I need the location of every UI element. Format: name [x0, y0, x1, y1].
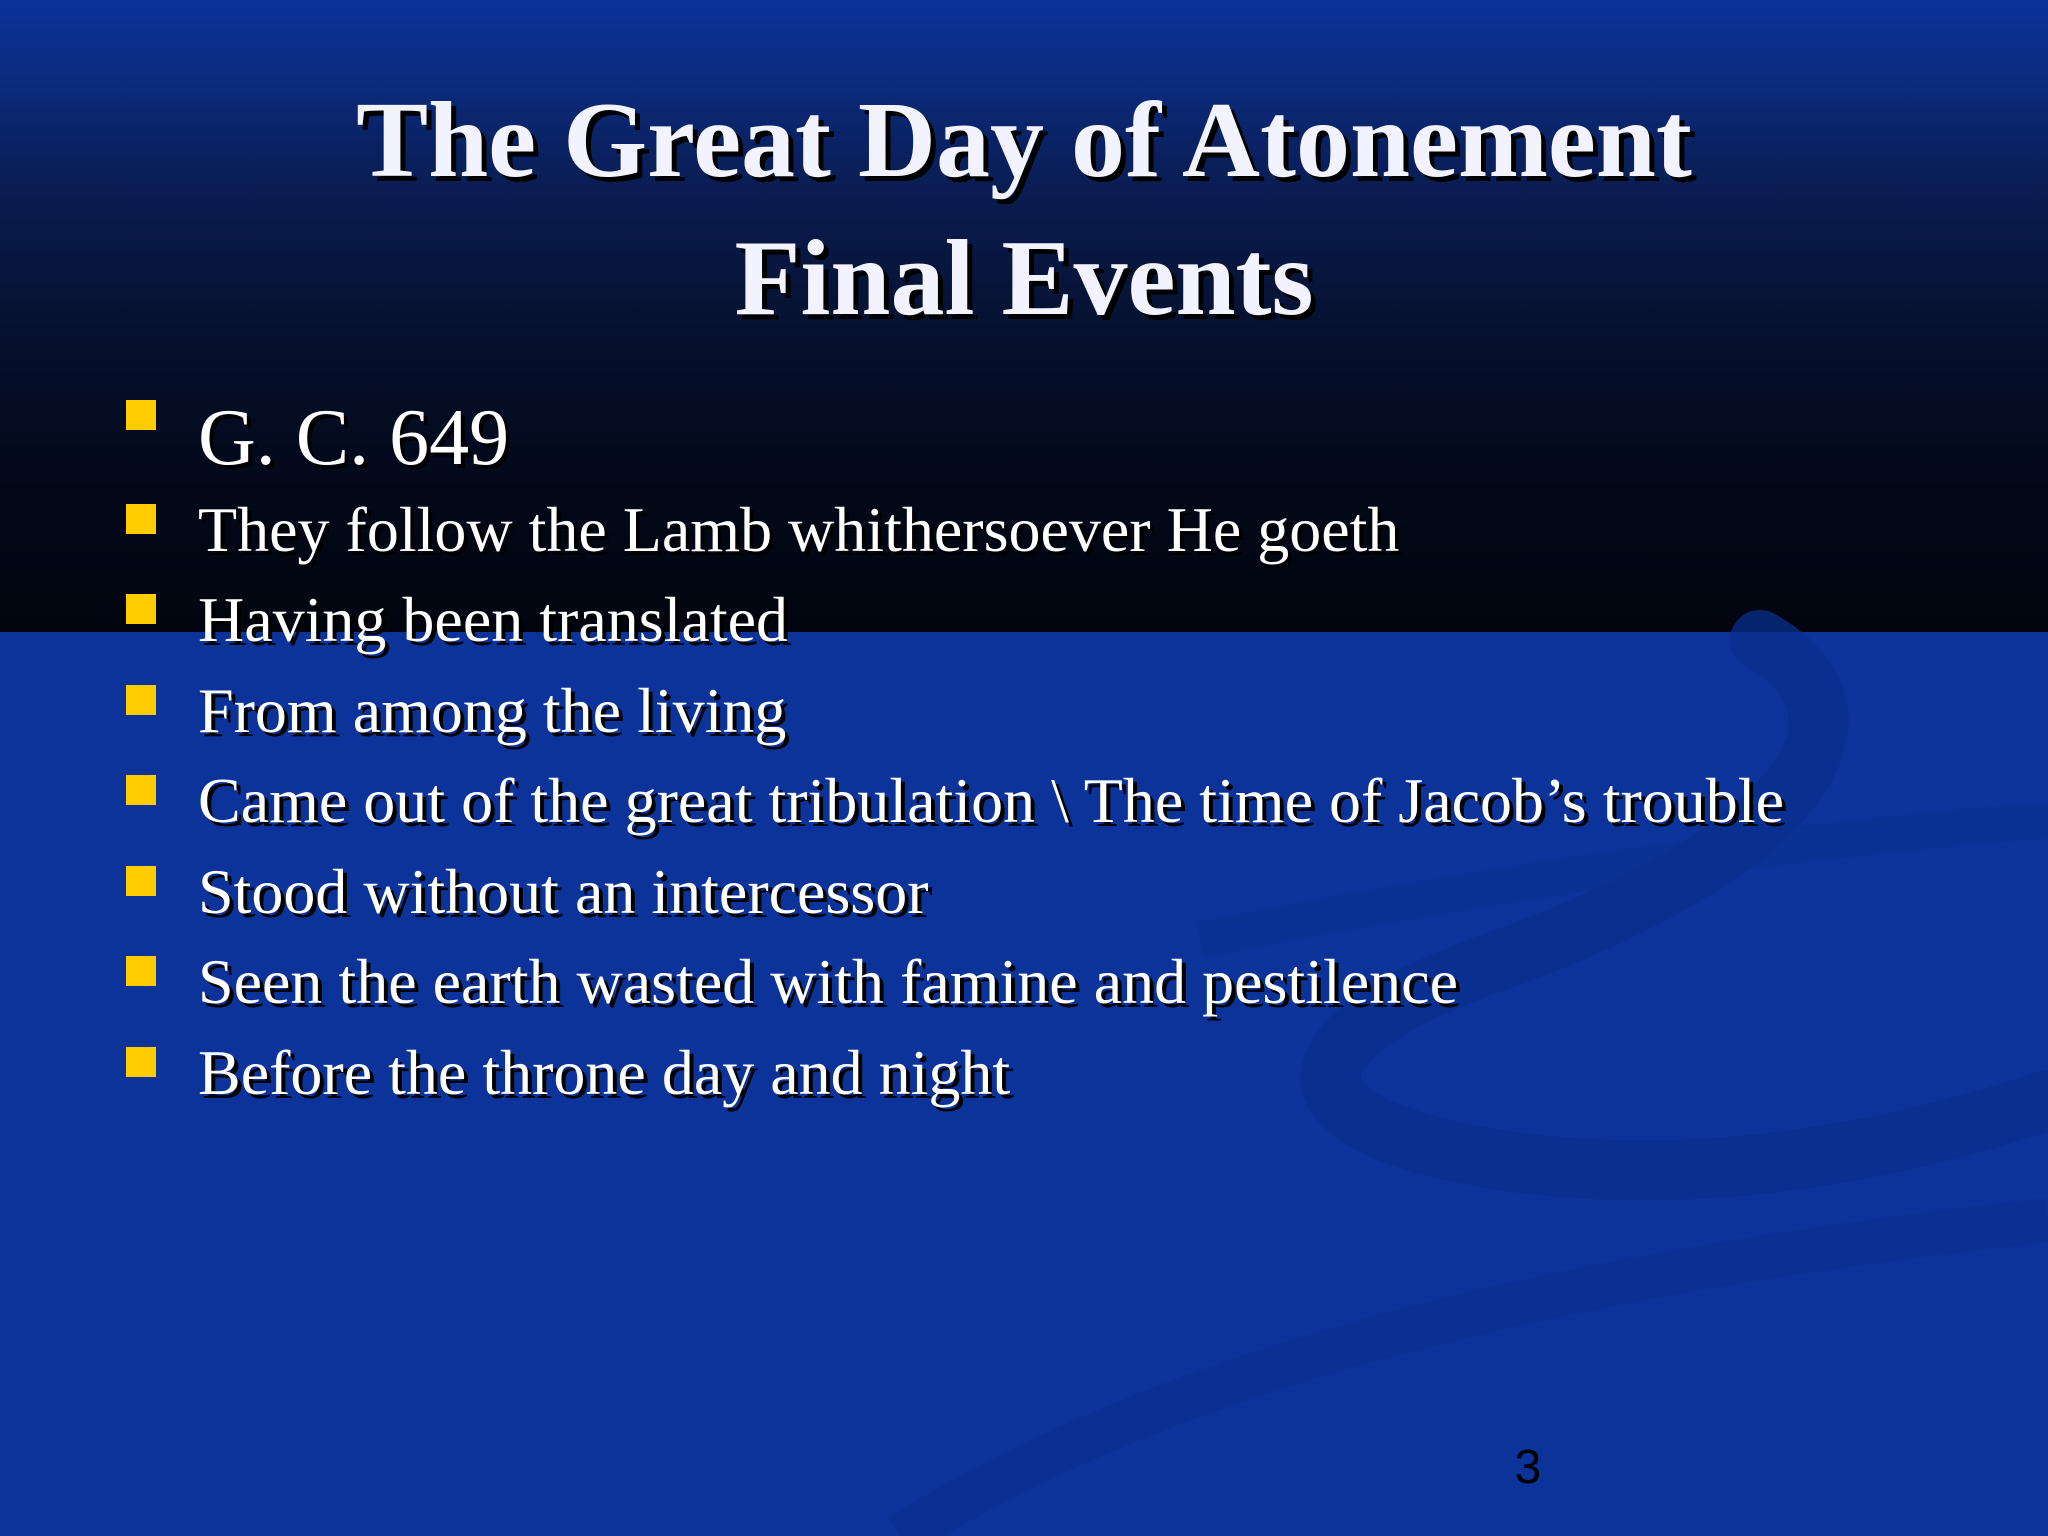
square-bullet-icon	[126, 685, 156, 715]
list-item	[126, 390, 509, 486]
square-bullet-icon	[126, 504, 156, 534]
list-item	[126, 944, 1458, 1020]
list-item	[126, 763, 1784, 839]
list-item	[126, 854, 929, 930]
bullet-text: Before the throne day and night	[198, 1037, 1011, 1108]
bullet-text: Seen the earth wasted with famine and pestilence	[198, 946, 1458, 1017]
square-bullet-icon	[126, 594, 156, 624]
list-item	[126, 1035, 1010, 1111]
square-bullet-icon	[126, 1047, 156, 1077]
bullet-text: From among the living	[198, 675, 787, 746]
bullet-text: Stood without an intercessor	[198, 856, 929, 927]
list-item	[126, 582, 788, 658]
list-item	[126, 673, 786, 749]
bullet-text: They follow the Lamb whithersoever He goeth	[198, 494, 1400, 565]
square-bullet-icon	[126, 775, 156, 805]
page-number: 3	[1514, 1441, 1542, 1494]
list-item	[126, 492, 1399, 568]
bullet-text: Came out of the great tribulation \ The time of Jacob’s trouble	[198, 765, 1784, 836]
square-bullet-icon	[126, 866, 156, 896]
title-line-1: The Great Day of Atonement	[356, 81, 1692, 200]
bullet-text: G. C. 649	[198, 394, 510, 482]
square-bullet-icon	[126, 400, 156, 430]
bullet-text: Having been translated	[198, 584, 788, 655]
square-bullet-icon	[126, 956, 156, 986]
title-line-2: Final Events	[734, 219, 1314, 338]
